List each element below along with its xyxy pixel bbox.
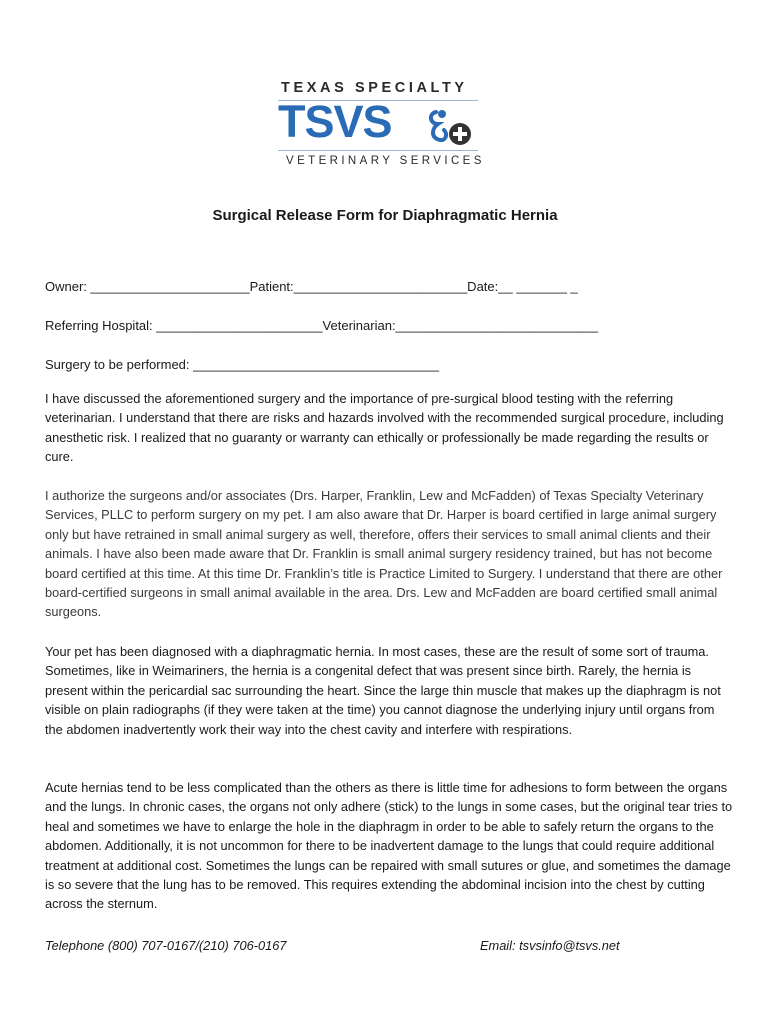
owner-patient-date-row — [45, 279, 578, 294]
footer-telephone: Telephone (800) 707-0167/(210) 706-0167 — [45, 938, 287, 953]
hospital-veterinarian-row — [45, 318, 598, 333]
logo-bottom-text: VETERINARY SERVICES — [286, 155, 485, 167]
hospital-veterinarian-text[interactable]: Referring Hospital: _______________________Veterinarian:____________________________ — [45, 318, 598, 333]
company-logo — [278, 80, 483, 172]
owner-patient-date-text[interactable]: Owner: ______________________Patient:________________________Date:__ _______ _ — [45, 279, 578, 294]
paragraph-consent: I have discussed the aforementioned surgery and the importance of pre-surgical blood testing with the referring veterinarian. I understand that there are risks and hazards involved with the recommended surgical procedure, including anesthetic risk. I realized that no guaranty or warranty can ethically or professionally be made regarding the results or cure. — [45, 391, 724, 465]
form-title: Surgical Release Form for Diaphragmatic Hernia — [212, 207, 558, 224]
paragraph-acute-hernias: Acute hernias tend to be less complicated than the others as there is little time for adhesions to form between the organs and the lungs. In chronic cases, the organs not only adhere (stick) to the lungs in some cases, but the original tear tries to heal and sometimes we have to enlarge the hole in the diaphragm in order to be able to safely return the organs to the abdomen. Additionally, it is not uncommon for there to be inadvertent damage to the lungs that could require additional treatment at additional cost. Sometimes the lungs can be repaired with small sutures or glue, and sometimes the damage is so severe that the lung has to be removed. This requires extending the abdominal incision into the chest by cutting across the sternum. — [45, 780, 733, 912]
paw-plus-icon — [426, 106, 474, 148]
paragraph-diagnosis: Your pet has been diagnosed with a diaphragmatic hernia. In most cases, these are the result of some sort of trauma. Sometimes, like in Weimariners, the hernia is a congenital defect that was present since birth. Rarely, the hernia is present within the pericardial sac surrounding the heart. Since the large thin muscle that makes up the diaphragm is not visible on plain radiographs (if they were taken at the time) you cannot diagnose the underlying injury until organs from the abdomen inadvertently work their way into the chest cavity and interfere with respirations. — [45, 644, 721, 737]
logo-main-text: TSVS — [278, 96, 392, 147]
surgery-row — [45, 357, 439, 372]
logo-bottom-divider — [278, 150, 478, 151]
paragraph-authorization: I authorize the surgeons and/or associates (Drs. Harper, Franklin, Lew and McFadden) of Texas Specialty Veterinary Services, PLLC to perform surgery on my pet. I am also aware that Dr. Harper is board certified in large animal surgery only but have retrained in small animal surgery as well, therefore, offers their services to small animal clients and their animals. I have also been made aware that Dr. Franklin is small animal surgery residency trained, but has not become board certified at this time. At this time Dr. Franklin’s title is Practice Limited to Surgery. I understand that there are other board-certified surgeons in small animal available in the area. Drs. Lew and McFadden are board certified small animal surgeons. — [45, 488, 723, 620]
footer-email[interactable]: Email: tsvsinfo@tsvs.net — [480, 938, 620, 953]
logo-top-text: TEXAS SPECIALTY — [281, 80, 468, 96]
surgery-text[interactable]: Surgery to be performed: __________________________________ — [45, 357, 439, 372]
